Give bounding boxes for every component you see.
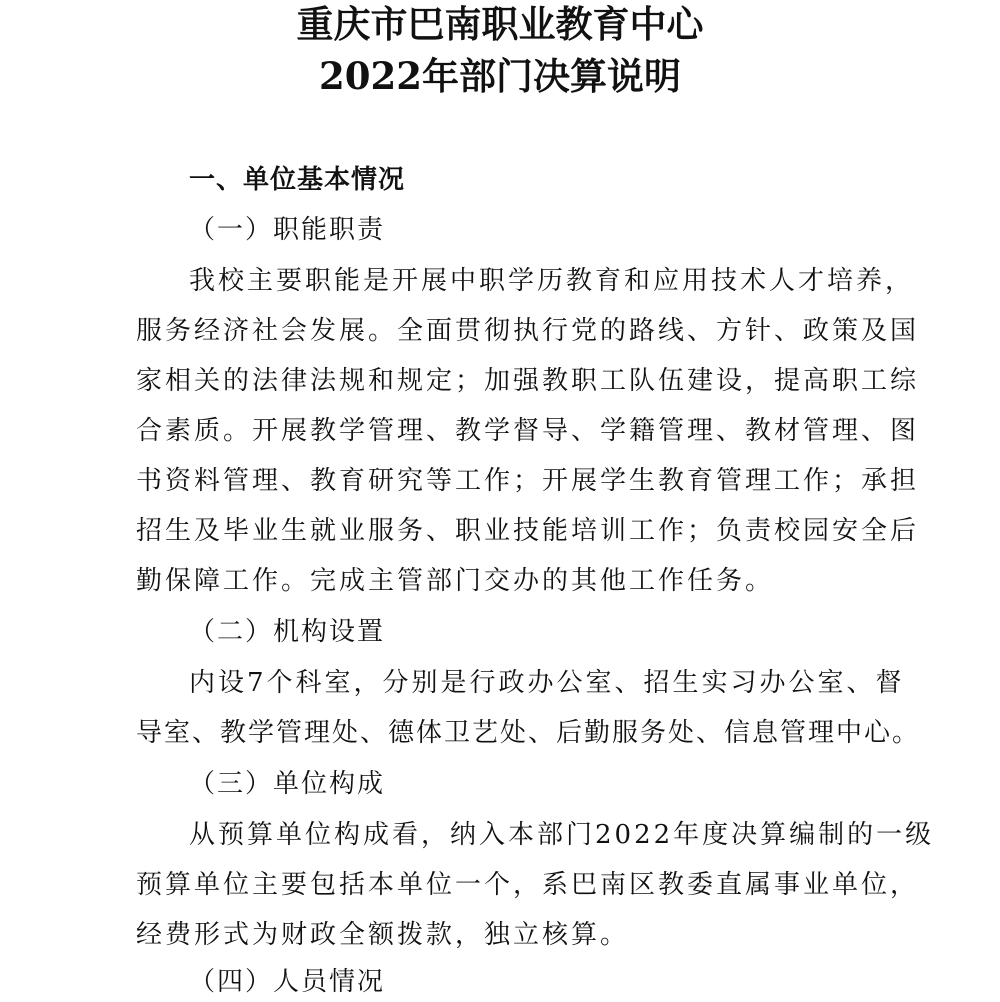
section-heading-basic-info: 一、单位基本情况 — [189, 165, 406, 195]
paragraph-line: 家相关的法律法规和规定；加强教职工队伍建设，提高职工综 — [136, 366, 920, 396]
paragraph-line: 经费形式为财政全额拨款，独立核算。 — [136, 920, 630, 950]
document-title-line1: 重庆市巴南职业教育中心 — [296, 2, 704, 46]
paragraph-line: 预算单位主要包括本单位一个，系巴南区教委直属事业单位， — [136, 870, 920, 900]
document-title-line2: 2022年部门决算说明 — [319, 54, 681, 98]
paragraph-line: 我校主要职能是开展中职学历教育和应用技术人才培养， — [189, 266, 915, 296]
paragraph-line: 内设7个科室，分别是行政办公室、招生实习办公室、督 — [189, 668, 905, 698]
subsection-heading-staff: （四）人员情况 — [189, 967, 386, 997]
paragraph-line: 从预算单位构成看，纳入本部门2022年度决算编制的一级 — [189, 820, 935, 850]
subsection-heading-composition: （三）单位构成 — [189, 769, 386, 799]
paragraph-line: 合素质。开展教学管理、教学督导、学籍管理、教材管理、图 — [136, 416, 920, 446]
paragraph-line: 招生及毕业生就业服务、职业技能培训工作；负责校园安全后 — [136, 516, 920, 546]
paragraph-line: 服务经济社会发展。全面贯彻执行党的路线、方针、政策及国 — [136, 316, 920, 346]
subsection-heading-organization: （二）机构设置 — [189, 617, 386, 647]
subsection-heading-duties: （一）职能职责 — [189, 215, 386, 245]
paragraph-line: 勤保障工作。完成主管部门交办的其他工作任务。 — [136, 566, 775, 596]
paragraph-line: 书资料管理、教育研究等工作；开展学生教育管理工作；承担 — [136, 466, 920, 496]
paragraph-line: 导室、教学管理处、德体卫艺处、后勤服务处、信息管理中心。 — [136, 718, 921, 748]
